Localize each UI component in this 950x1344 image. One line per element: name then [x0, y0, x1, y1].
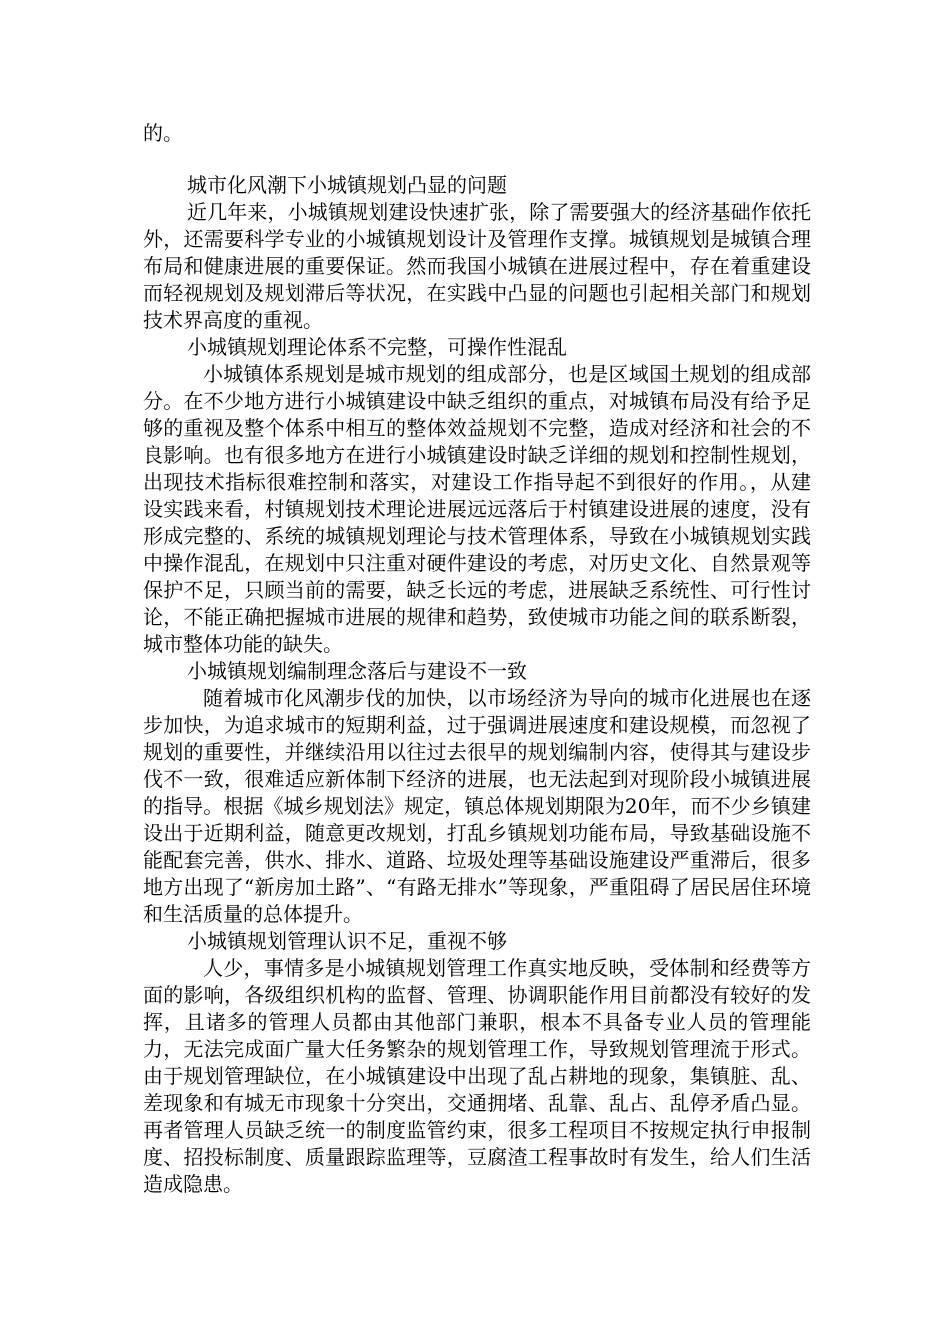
document-page [143, 120, 811, 1198]
section-heading-1: 城市化风潮下小城镇规划凸显的问题 [187, 173, 507, 197]
section-heading-4: 小城镇规划管理认识不足，重视不够 [187, 929, 507, 953]
section-heading-3: 小城镇规划编制理念落后与建设不一致 [187, 659, 527, 683]
section-body-3: 随着城市化风潮步伐的加快，以市场经济为导向的城市化进展也在逐步加快，为追求城市的短期利益，过于强调进展速度和建设规模，而忽视了规划的重要性，并继续沿用以往过去很早的规划编制内容，使得其与建设步伐不一致，很难适应新体制下经济的进展，也无法起到对现阶段小城镇进展的指导。根据《城乡规划法》规定，镇总体规划期限为20年，而不少乡镇建设出于近期利益，随意更改规划，打乱乡镇规划功能布局，导致基础设施不能配套完善，供水、排水、道路、垃圾处理等基础设施建设严重滞后，很多地方出现了“新房加土路”、“有路无排水”等现象，严重阻碍了居民居住环境和生活质量的总体提升。 [143, 686, 811, 926]
section-body-1: 近几年来，小城镇规划建设快速扩张，除了需要强大的经济基础作依托外，还需要科学专业的小城镇规划设计及管理作支撑。城镇规划是城镇合理布局和健康进展的重要保证。然而我国小城镇在进展过程中，存在着重建设而轻视规划及规划滞后等状况，在实践中凸显的问题也引起相关部门和规划技术界高度的重视。 [143, 200, 811, 332]
section-heading-2: 小城镇规划理论体系不完整，可操作性混乱 [187, 335, 567, 359]
section-body-2: 小城镇体系规划是城市规划的组成部分，也是区域国土规划的组成部分。在不少地方进行小城镇建设中缺乏组织的重点，对城镇布局没有给予足够的重视及整个体系中相互的整体效益规划不完整，造成对经济和社会的不良影响。也有很多地方在进行小城镇建设时缺乏详细的规划和控制性规划，出现技术指标很难控制和落实，对建设工作指导起不到很好的作用。，从建设实践来看，村镇规划技术理论进展远远落后于村镇建设进展的速度，没有形成完整的、系统的城镇规划理论与技术管理体系，导致在小城镇规划实践中操作混乱，在规划中只注重对硬件建设的考虑，对历史文化、自然景观等保护不足，只顾当前的需要，缺乏长远的考虑，进展缺乏系统性、可行性讨论，不能正确把握城市进展的规律和趋势，致使城市功能之间的联系断裂，城市整体功能的缺失。 [143, 362, 811, 656]
fragment-text: 的。 [143, 121, 183, 145]
section-body-4: 人少，事情多是小城镇规划管理工作真实地反映，受体制和经费等方面的影响，各级组织机构的监督、管理、协调职能作用目前都没有较好的发挥，且诸多的管理人员都由其他部门兼职，根本不具备专业人员的管理能力，无法完成面广量大任务繁杂的规划管理工作，导致规划管理流于形式。由于规划管理缺位，在小城镇建设中出现了乱占耕地的现象，集镇脏、乱、差现象和有城无市现象十分突出，交通拥堵、乱靠、乱占、乱停矛盾凸显。再者管理人员缺乏统一的制度监管约束，很多工程项目不按规定执行申报制度、招投标制度、质量跟踪监理等，豆腐渣工程事故时有发生，给人们生活造成隐患。 [143, 956, 811, 1196]
